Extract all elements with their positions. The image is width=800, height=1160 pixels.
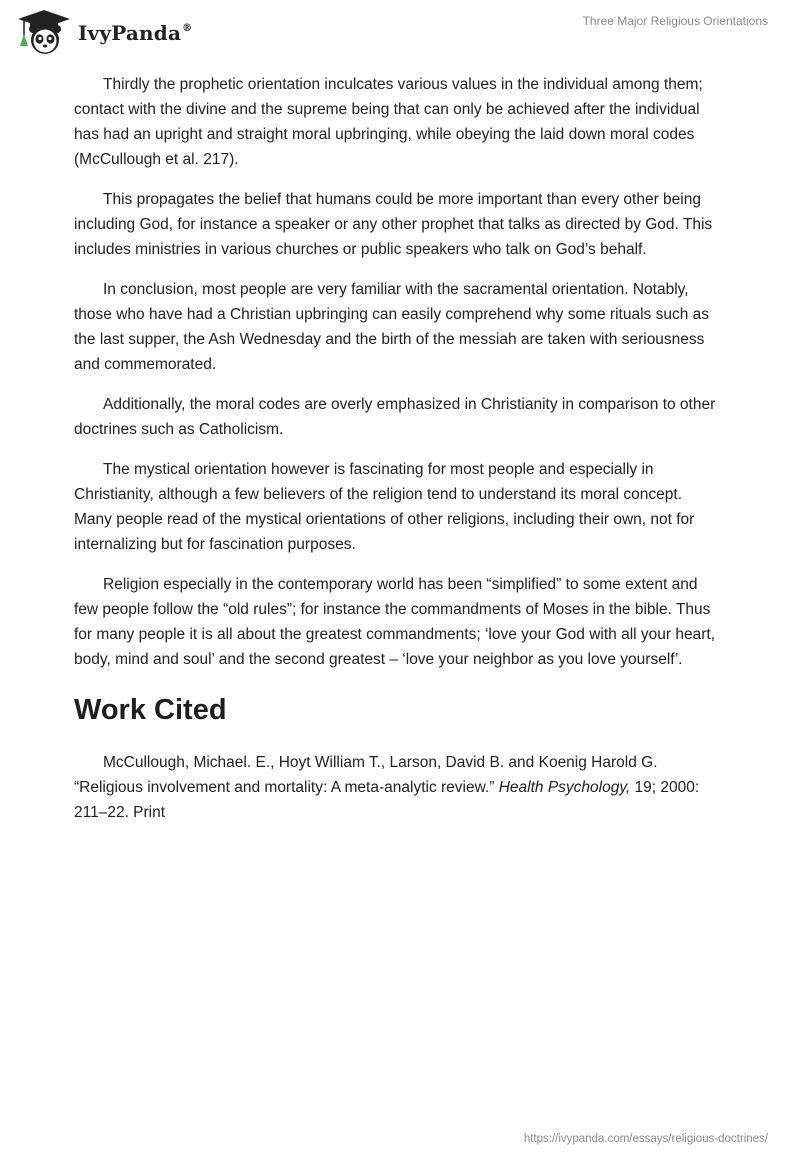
ivypanda-logo[interactable] — [14, 8, 192, 56]
paragraph: Additionally, the moral codes are overly emphasized in Christianity in comparison to other doctrines such as Catholicism. — [74, 396, 716, 438]
paragraph: This propagates the belief that humans could be more important than every other being including God, for instance a speaker or any other prophet that talks as directed by God. This includes ministries in various churches or public speakers who talk on God’s behalf. — [74, 191, 713, 258]
paragraph: Religion especially in the contemporary world has been “simplified” to some extent and few people follow the “old rules”; for instance the commandments of Moses in the bible. Thus for many people it is all about the greatest commandments; ‘love your God with all your heart, body, mind and soul’ and the second greatest – ‘love your neighbor as you love yourself’. — [74, 576, 715, 668]
citation-entry — [74, 750, 724, 825]
brand-name — [78, 21, 192, 45]
brand-name-text: IvyPanda — [78, 21, 182, 45]
paragraph: Thirdly the prophetic orientation inculcates various values in the individual among them; contact with the divine and the supreme being that can only be achieved after the individual has had an upright and straight moral upbringing, while obeying the laid down moral codes (McCullough et al. 217). — [74, 76, 703, 168]
citation-journal: Health Psychology, — [498, 779, 631, 796]
registered-mark: ® — [182, 23, 193, 34]
running-title: Three Major Religious Orientations — [582, 14, 768, 28]
page-header — [0, 0, 800, 60]
footer-url[interactable]: https://ivypanda.com/essays/religious-doctrines/ — [523, 1133, 768, 1145]
essay-content — [74, 72, 724, 825]
citation-authors-title: McCullough, Michael. E., Hoyt William T., Larson, David B. and Koenig Harold G. “Religious involvement and mortality: A meta-analytic review.” — [74, 754, 658, 796]
paragraph: In conclusion, most people are very familiar with the sacramental orientation. Notably, those who have had a Christian upbringing can easily comprehend why some rituals such as the last supper, the Ash Wednesday and the birth of the messiah are taken with seriousness and commemorated. — [74, 281, 709, 373]
works-cited-heading: Work Cited — [74, 694, 227, 726]
panda-graduate-logo-icon — [14, 8, 74, 56]
citation-details: 19; 2000: 211–22. Print — [74, 779, 700, 821]
paragraph: The mystical orientation however is fascinating for most people and especially in Christianity, although a few believers of the religion tend to understand its moral concept. Many people read of the mystical orientations of other religions, including their own, not for internalizing but for fascination purposes. — [74, 461, 695, 553]
